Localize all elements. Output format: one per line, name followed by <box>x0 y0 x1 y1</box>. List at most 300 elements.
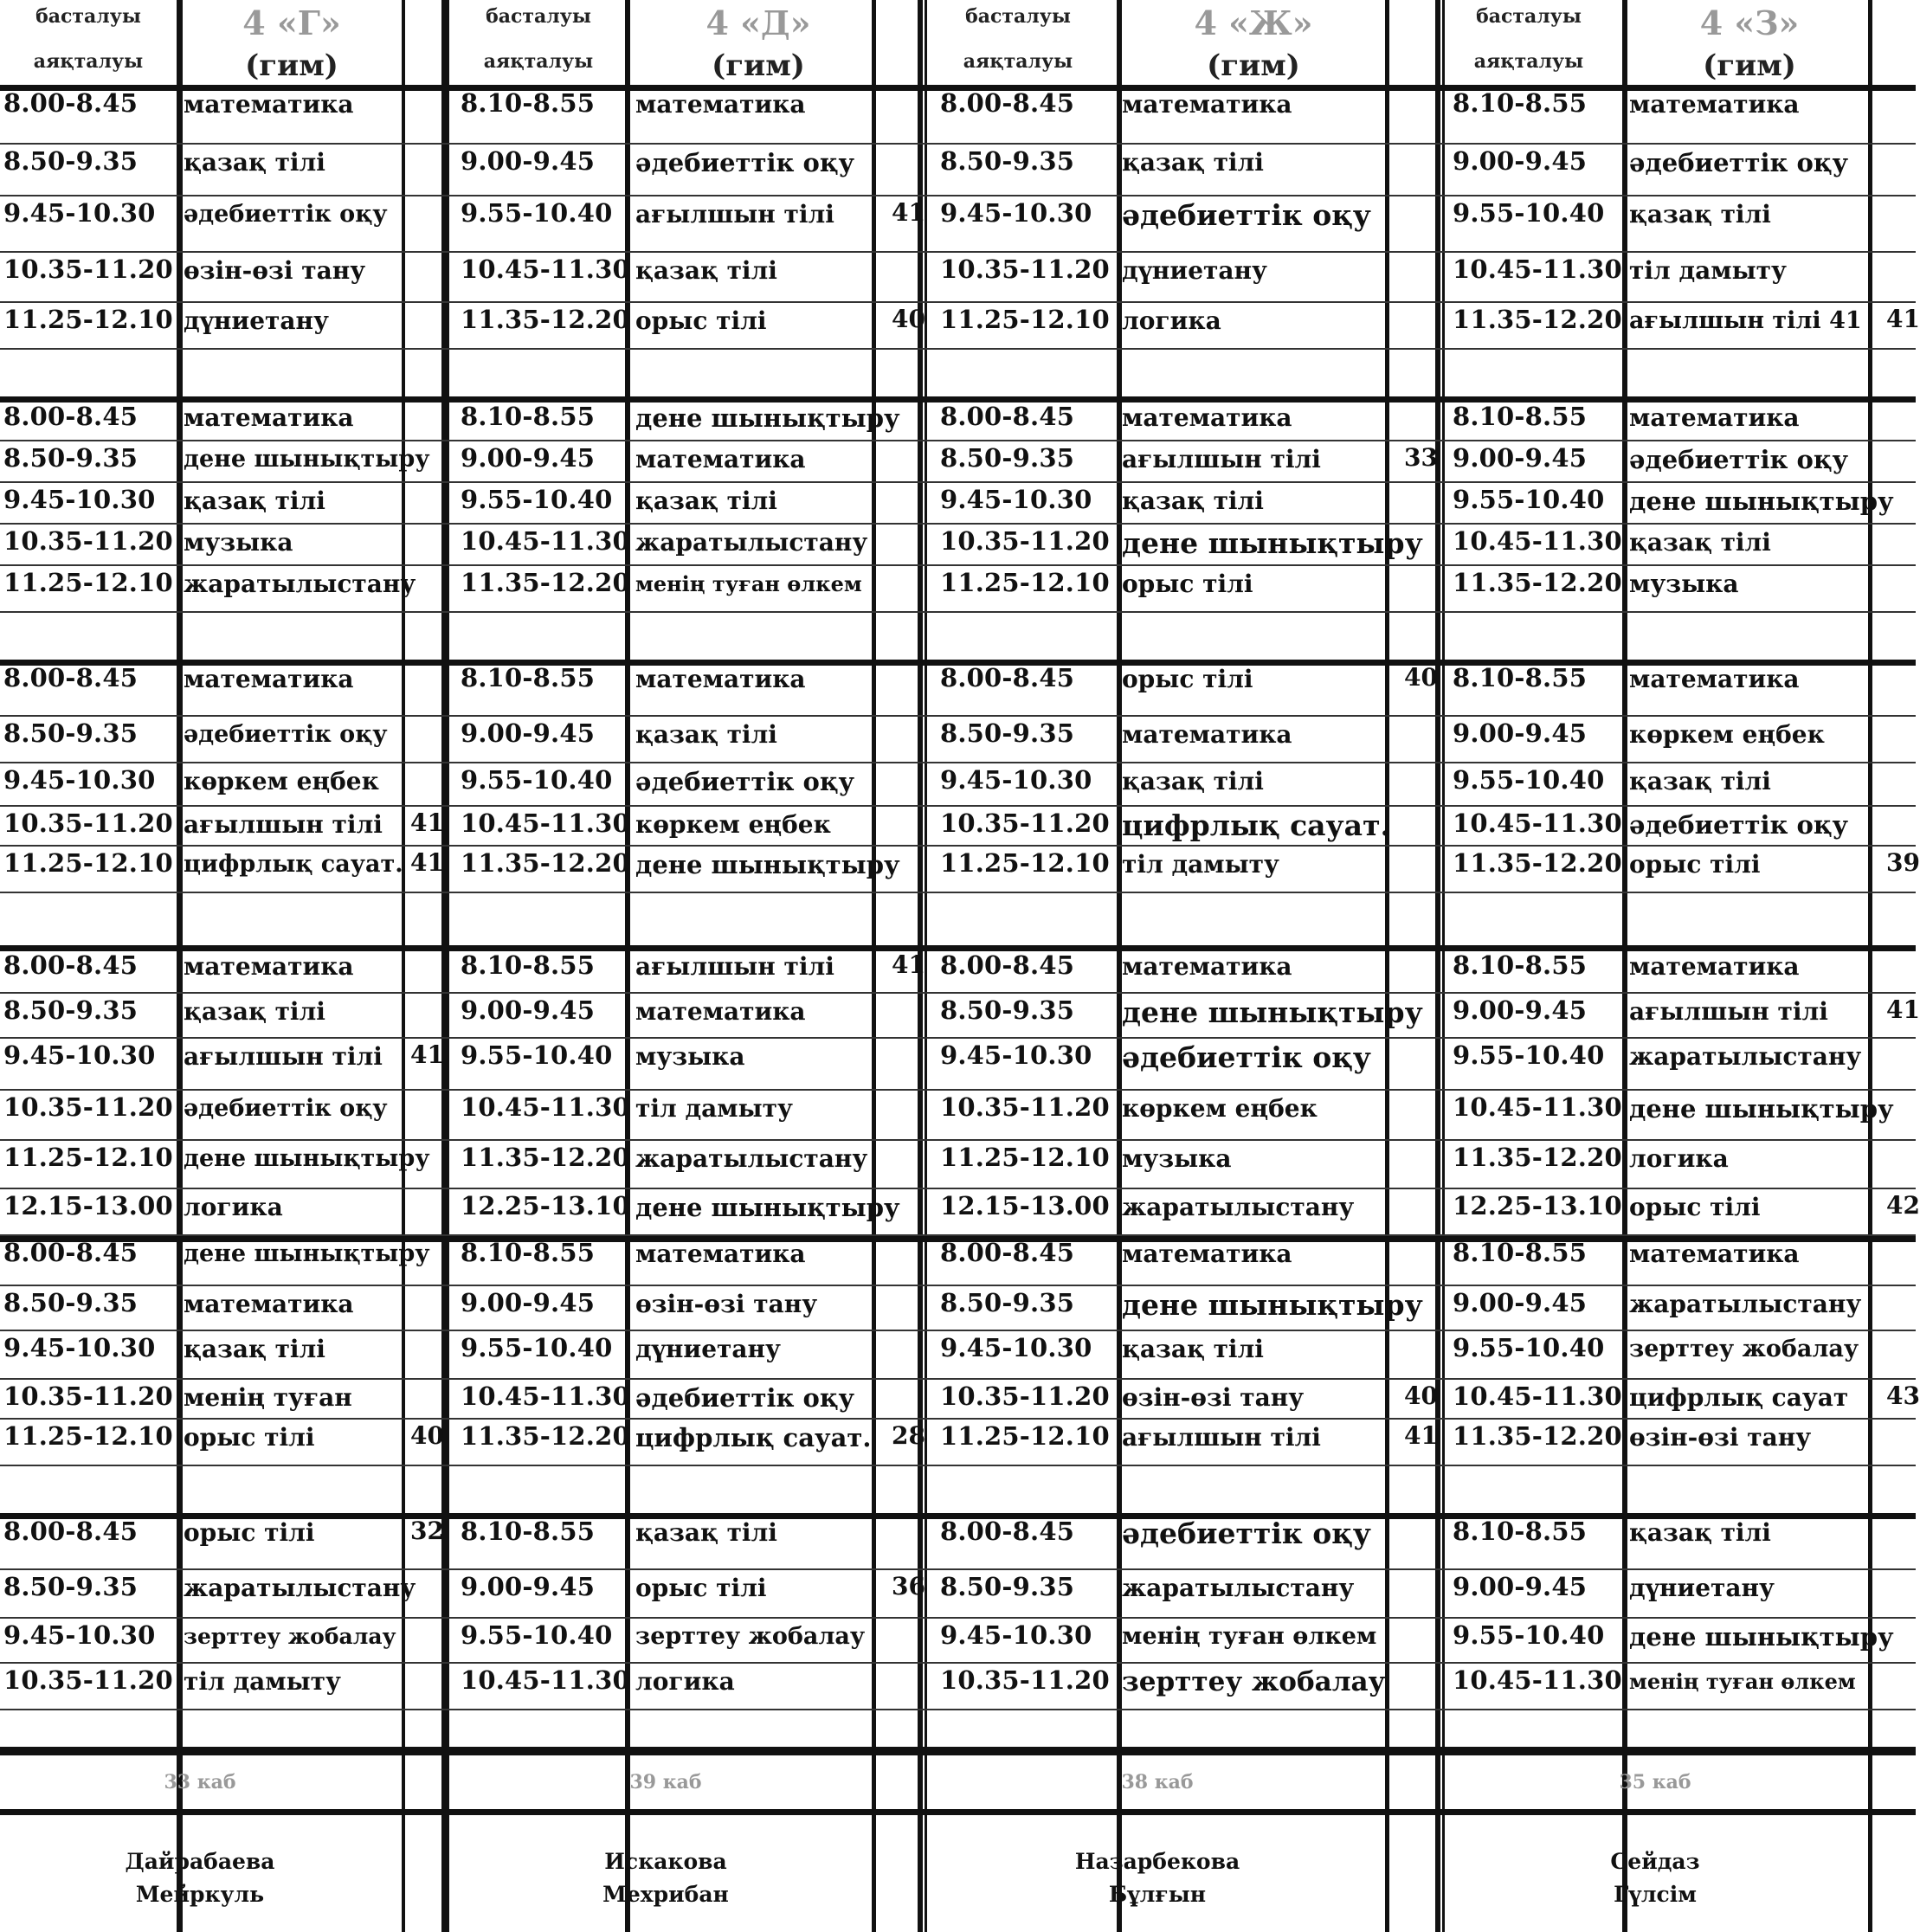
row-divider <box>0 715 1916 717</box>
lesson-subject: математика <box>1122 90 1292 119</box>
lesson-time: 9.55-10.40 <box>461 1333 613 1362</box>
lesson-time: 10.45-11.30 <box>461 526 630 556</box>
lesson-time: 11.35-12.20 <box>461 1143 630 1172</box>
row-divider <box>0 523 1916 525</box>
lesson-subject: музыка <box>1122 1144 1232 1173</box>
day-separator <box>0 1809 1916 1815</box>
class-gim-label: (гим) <box>1703 48 1796 83</box>
lesson-time: 10.35-11.20 <box>3 808 173 838</box>
lesson-time: 8.50-9.35 <box>3 443 139 473</box>
lesson-subject: дене шынықтыру <box>1122 1287 1423 1322</box>
lesson-subject: әдебиеттік оқу <box>1629 147 1849 177</box>
lesson-room: 41 <box>1886 995 1920 1024</box>
lesson-subject: әдебиеттік оқу <box>1122 1516 1371 1550</box>
lesson-time: 9.45-10.30 <box>940 765 1092 795</box>
lesson-time: 10.45-11.30 <box>1453 808 1622 838</box>
lesson-subject: орыс тілі <box>1122 665 1253 693</box>
class-gim-label: (гим) <box>1207 48 1300 83</box>
lesson-time: 9.45-10.30 <box>3 485 156 514</box>
lesson-subject: дене шынықтыру <box>184 1240 430 1267</box>
header-start-label: басталуы <box>965 5 1071 28</box>
header-end-label: аяқталуы <box>1473 50 1584 73</box>
lesson-time: 10.45-11.30 <box>1453 526 1622 556</box>
lesson-time: 9.45-10.30 <box>940 1040 1092 1070</box>
lesson-time: 8.10-8.55 <box>1453 950 1588 980</box>
lesson-subject: орыс тілі <box>635 306 767 335</box>
lesson-subject: зерттеу жобалау <box>1122 1665 1386 1697</box>
lesson-subject: ағылшын тілі <box>184 1042 383 1071</box>
lesson-time: 11.35-12.20 <box>461 1421 630 1451</box>
cabinet-label: 39 каб <box>629 1771 702 1794</box>
lesson-subject: өзін-өзі тану <box>184 256 366 285</box>
lesson-subject: дүниетану <box>635 1335 781 1363</box>
lesson-subject: қазақ тілі <box>184 148 325 177</box>
row-divider <box>0 1617 1916 1619</box>
column-divider <box>1435 0 1440 1932</box>
lesson-subject: цифрлық сауат. <box>635 1422 872 1452</box>
teacher-surname: Назарбекова <box>1074 1849 1240 1874</box>
lesson-subject: логика <box>1629 1144 1729 1173</box>
lesson-room: 42 <box>1886 1191 1920 1220</box>
lesson-room: 40 <box>410 1421 444 1450</box>
lesson-subject: дене шынықтыру <box>635 402 900 433</box>
row-divider <box>0 481 1916 483</box>
lesson-time: 8.10-8.55 <box>1453 663 1588 692</box>
lesson-time: 8.00-8.45 <box>3 1517 139 1546</box>
row-divider <box>0 1709 1916 1710</box>
lesson-subject: математика <box>1629 90 1800 119</box>
lesson-subject: әдебиеттік оқу <box>635 1382 855 1413</box>
lesson-room: 40 <box>1404 1381 1438 1410</box>
row-divider <box>0 1418 1916 1420</box>
lesson-subject: математика <box>635 665 806 693</box>
lesson-time: 10.35-11.20 <box>940 526 1110 556</box>
lesson-subject: дене шынықтыру <box>1122 525 1423 560</box>
lesson-subject: дене шынықтыру <box>1629 1621 1894 1652</box>
lesson-time: 8.50-9.35 <box>3 146 139 176</box>
lesson-subject: тіл дамыту <box>635 1094 793 1123</box>
teacher-given-name: Мейркуль <box>135 1881 265 1907</box>
row-divider <box>0 1188 1916 1189</box>
lesson-time: 8.00-8.45 <box>3 663 139 692</box>
lesson-room: 28 <box>892 1421 925 1450</box>
lesson-subject: математика <box>635 997 806 1026</box>
lesson-subject: қазақ тілі <box>1122 148 1264 177</box>
lesson-subject: әдебиеттік оқу <box>184 720 388 748</box>
lesson-time: 11.35-12.20 <box>1453 848 1622 878</box>
lesson-room: 43 <box>1886 1381 1920 1410</box>
lesson-time: 11.25-12.10 <box>3 305 173 334</box>
lesson-subject: көркем еңбек <box>635 810 831 839</box>
lesson-room: 32 <box>410 1517 444 1545</box>
header-start-label: басталуы <box>35 5 141 28</box>
lesson-subject: дене шынықтыру <box>1122 995 1423 1029</box>
lesson-time: 8.00-8.45 <box>940 1238 1075 1267</box>
lesson-time: 9.45-10.30 <box>940 1620 1092 1650</box>
lesson-time: 8.10-8.55 <box>461 1517 596 1546</box>
lesson-time: 8.00-8.45 <box>3 950 139 980</box>
lesson-time: 9.55-10.40 <box>1453 1040 1605 1070</box>
lesson-time: 8.10-8.55 <box>461 88 596 118</box>
lesson-subject: цифрлық сауат. <box>1122 808 1391 842</box>
row-divider <box>0 1465 1916 1466</box>
lesson-subject: дене шынықтыру <box>184 445 430 473</box>
lesson-subject: дене шынықтыру <box>1629 486 1894 516</box>
lesson-time: 10.45-11.30 <box>461 1381 630 1411</box>
lesson-subject: математика <box>1122 403 1292 432</box>
lesson-time: 8.50-9.35 <box>3 995 139 1025</box>
header-end-label: аяқталуы <box>33 50 144 73</box>
lesson-subject: зерттеу жобалау <box>1629 1335 1859 1362</box>
class-gim-label: (гим) <box>712 48 805 83</box>
lesson-time: 8.50-9.35 <box>940 443 1075 473</box>
lesson-subject: әдебиеттік оқу <box>184 200 388 228</box>
lesson-subject: қазақ тілі <box>1122 767 1264 795</box>
lesson-subject: жаратылыстану <box>1122 1574 1355 1602</box>
lesson-subject: жаратылыстану <box>635 1144 868 1173</box>
lesson-subject: қазақ тілі <box>635 486 777 515</box>
lesson-subject: математика <box>1629 1240 1800 1268</box>
lesson-subject: қазақ тілі <box>635 1518 777 1547</box>
lesson-subject: өзін-өзі тану <box>1122 1383 1305 1412</box>
lesson-time: 9.00-9.45 <box>461 146 596 176</box>
cabinet-label: 38 каб <box>1121 1771 1194 1794</box>
lesson-time: 9.45-10.30 <box>940 198 1092 228</box>
row-divider <box>0 348 1916 350</box>
lesson-subject: қазақ тілі <box>1122 486 1264 515</box>
lesson-subject: менің туған өлкем <box>1122 1622 1377 1650</box>
lesson-time: 11.25-12.10 <box>940 1143 1110 1172</box>
lesson-time: 11.35-12.20 <box>1453 1143 1622 1172</box>
lesson-time: 9.45-10.30 <box>3 1620 156 1650</box>
lesson-time: 8.50-9.35 <box>3 1288 139 1317</box>
lesson-time: 9.55-10.40 <box>461 198 613 228</box>
row-divider <box>0 845 1916 847</box>
row-divider <box>0 1037 1916 1039</box>
lesson-time: 9.45-10.30 <box>3 765 156 795</box>
lesson-time: 11.25-12.10 <box>3 1421 173 1451</box>
lesson-room: 41 <box>1404 1421 1438 1450</box>
column-divider <box>1385 0 1389 1932</box>
lesson-subject: жаратылыстану <box>1629 1290 1862 1318</box>
lesson-subject: өзін-өзі тану <box>1629 1423 1812 1452</box>
lesson-time: 8.10-8.55 <box>1453 402 1588 431</box>
lesson-subject: математика <box>635 90 806 119</box>
lesson-time: 10.45-11.30 <box>1453 1665 1622 1695</box>
lesson-subject: қазақ тілі <box>1629 1518 1771 1547</box>
lesson-subject: математика <box>1629 952 1800 981</box>
lesson-subject: орыс тілі <box>635 1574 767 1602</box>
lesson-time: 10.45-11.30 <box>461 1092 630 1122</box>
lesson-time: 10.45-11.30 <box>1453 254 1622 284</box>
row-divider <box>0 301 1916 303</box>
lesson-time: 8.50-9.35 <box>940 1288 1075 1317</box>
lesson-subject: дүниетану <box>184 306 329 335</box>
lesson-time: 9.45-10.30 <box>3 1333 156 1362</box>
lesson-subject: жаратылыстану <box>1122 1193 1355 1221</box>
lesson-subject: қазақ тілі <box>635 720 777 749</box>
lesson-time: 8.50-9.35 <box>3 1572 139 1601</box>
lesson-time: 11.25-12.10 <box>3 848 173 878</box>
lesson-subject: математика <box>184 1290 354 1318</box>
lesson-subject: математика <box>184 90 354 119</box>
teacher-name <box>450 1845 881 1910</box>
lesson-subject: әдебиеттік оқу <box>1122 1040 1371 1074</box>
lesson-subject: қазақ тілі <box>1629 767 1771 795</box>
lesson-subject: дене шынықтыру <box>635 1192 900 1222</box>
lesson-time: 10.35-11.20 <box>940 1092 1110 1122</box>
lesson-time: 8.50-9.35 <box>940 995 1075 1025</box>
lesson-subject: математика <box>184 403 354 432</box>
lesson-time: 8.00-8.45 <box>940 950 1075 980</box>
lesson-time: 9.55-10.40 <box>1453 485 1605 514</box>
column-divider <box>1442 0 1445 1932</box>
lesson-subject: ағылшын тілі <box>1629 997 1828 1026</box>
lesson-subject: математика <box>1122 720 1292 749</box>
teacher-surname: Сейдаз <box>1610 1849 1700 1874</box>
lesson-subject: орыс тілі <box>1629 850 1761 879</box>
lesson-room: 40 <box>892 305 925 333</box>
lesson-subject: тіл дамыту <box>184 1667 341 1696</box>
row-divider <box>0 1285 1916 1286</box>
lesson-subject: тіл дамыту <box>1122 850 1279 879</box>
lesson-time: 11.35-12.20 <box>461 305 630 334</box>
lesson-subject: қазақ тілі <box>184 1335 325 1363</box>
lesson-subject: дүниетану <box>1629 1574 1775 1602</box>
lesson-time: 8.10-8.55 <box>1453 88 1588 118</box>
column-divider <box>177 0 183 1932</box>
class-name: 4 «Г» <box>242 3 341 42</box>
lesson-time: 8.00-8.45 <box>940 88 1075 118</box>
lesson-subject: көркем еңбек <box>1629 720 1825 749</box>
lesson-subject: музыка <box>184 528 293 557</box>
cabinet-label: 33 каб <box>164 1771 236 1794</box>
row-divider <box>0 1378 1916 1380</box>
lesson-time: 10.45-11.30 <box>1453 1381 1622 1411</box>
lesson-time: 11.35-12.20 <box>1453 568 1622 597</box>
lesson-time: 9.00-9.45 <box>1453 146 1588 176</box>
cabinet-label: 35 каб <box>1619 1771 1691 1794</box>
lesson-time: 11.25-12.10 <box>940 305 1110 334</box>
header-start-label: басталуы <box>486 5 591 28</box>
lesson-room: 41 <box>410 1040 444 1069</box>
lesson-subject: әдебиеттік оқу <box>635 766 855 796</box>
header-start-label: басталуы <box>1476 5 1582 28</box>
lesson-time: 11.25-12.10 <box>3 1143 173 1172</box>
lesson-subject: қазақ тілі <box>184 997 325 1026</box>
lesson-time: 11.25-12.10 <box>940 568 1110 597</box>
lesson-time: 10.35-11.20 <box>940 254 1110 284</box>
row-divider <box>0 440 1916 441</box>
lesson-time: 8.10-8.55 <box>461 663 596 692</box>
lesson-time: 10.35-11.20 <box>940 1381 1110 1411</box>
lesson-subject: ағылшын тілі <box>635 952 834 981</box>
lesson-time: 9.00-9.45 <box>1453 443 1588 473</box>
lesson-subject: қазақ тілі <box>1122 1335 1264 1363</box>
lesson-subject: математика <box>1629 403 1800 432</box>
lesson-subject: менің туған өлкем <box>1629 1669 1856 1694</box>
teacher-name <box>0 1845 400 1910</box>
lesson-subject: жаратылыстану <box>184 570 416 598</box>
lesson-subject: орыс тілі <box>1629 1193 1761 1221</box>
lesson-room: 33 <box>1404 443 1438 472</box>
column-divider <box>1622 0 1627 1932</box>
teacher-name <box>1440 1845 1870 1910</box>
lesson-subject: қазақ тілі <box>635 256 777 285</box>
lesson-subject: логика <box>1122 306 1221 335</box>
lesson-subject: жаратылыстану <box>1629 1042 1862 1071</box>
lesson-subject: математика <box>635 1240 806 1268</box>
lesson-subject: ағылшын тілі <box>635 200 834 229</box>
column-divider <box>625 0 630 1932</box>
lesson-time: 9.55-10.40 <box>1453 1620 1605 1650</box>
row-divider <box>0 143 1916 145</box>
class-gim-label: (гим) <box>245 48 338 83</box>
lesson-subject: әдебиеттік оқу <box>184 1094 388 1122</box>
lesson-subject: орыс тілі <box>184 1518 315 1547</box>
lesson-subject: математика <box>184 952 354 981</box>
lesson-subject: жаратылыстану <box>635 528 868 557</box>
lesson-time: 8.10-8.55 <box>1453 1238 1588 1267</box>
lesson-subject: зерттеу жобалау <box>635 1622 866 1650</box>
lesson-time: 10.35-11.20 <box>3 1381 173 1411</box>
lesson-time: 8.00-8.45 <box>3 1238 139 1267</box>
lesson-room: 41 <box>892 950 925 979</box>
lesson-room: 36 <box>892 1572 925 1600</box>
lesson-time: 11.25-12.10 <box>3 568 173 597</box>
lesson-time: 9.00-9.45 <box>1453 995 1588 1025</box>
lesson-time: 10.45-11.30 <box>1453 1092 1622 1122</box>
lesson-subject: зерттеу жобалау <box>184 1623 396 1649</box>
row-divider <box>0 762 1916 763</box>
lesson-subject: орыс тілі <box>1122 570 1253 598</box>
lesson-time: 10.45-11.30 <box>461 1665 630 1695</box>
row-divider <box>0 1662 1916 1664</box>
lesson-subject: ағылшын тілі <box>1122 1423 1321 1452</box>
lesson-subject: логика <box>184 1193 283 1221</box>
teacher-given-name: Мехрибан <box>602 1881 729 1907</box>
column-divider <box>402 0 405 1932</box>
lesson-time: 10.45-11.30 <box>461 808 630 838</box>
lesson-time: 9.00-9.45 <box>461 443 596 473</box>
lesson-time: 8.00-8.45 <box>3 402 139 431</box>
lesson-time: 11.35-12.20 <box>461 848 630 878</box>
header-end-label: аяқталуы <box>483 50 594 73</box>
lesson-time: 9.00-9.45 <box>1453 1288 1588 1317</box>
teacher-given-name: Гүлсім <box>1614 1881 1697 1907</box>
lesson-room: 40 <box>1404 663 1438 692</box>
row-divider <box>0 251 1916 253</box>
lesson-time: 8.00-8.45 <box>3 88 139 118</box>
lesson-time: 9.45-10.30 <box>3 1040 156 1070</box>
lesson-subject: математика <box>1122 952 1292 981</box>
lesson-subject: дене шынықтыру <box>184 1144 430 1172</box>
lesson-subject: тіл дамыту <box>1629 256 1787 285</box>
lesson-subject: цифрлық сауат <box>1629 1383 1849 1412</box>
lesson-time: 9.55-10.40 <box>461 1040 613 1070</box>
lesson-time: 8.00-8.45 <box>940 1517 1075 1546</box>
lesson-time: 9.00-9.45 <box>461 1572 596 1601</box>
row-divider <box>0 992 1916 994</box>
lesson-time: 9.55-10.40 <box>461 765 613 795</box>
lesson-subject: ағылшын тілі <box>1122 445 1321 473</box>
lesson-time: 9.55-10.40 <box>1453 198 1605 228</box>
lesson-subject: қазақ тілі <box>1629 200 1771 229</box>
lesson-time: 9.45-10.30 <box>940 485 1092 514</box>
lesson-time: 8.00-8.45 <box>940 402 1075 431</box>
lesson-time: 10.35-11.20 <box>940 808 1110 838</box>
lesson-subject: дүниетану <box>1122 256 1267 285</box>
lesson-subject: орыс тілі <box>184 1423 315 1452</box>
lesson-room: 39 <box>1886 848 1920 877</box>
row-divider <box>0 805 1916 807</box>
lesson-time: 8.10-8.55 <box>461 1238 596 1267</box>
lesson-subject: математика <box>184 665 354 693</box>
row-divider <box>0 611 1916 613</box>
lesson-time: 9.00-9.45 <box>1453 718 1588 748</box>
header-end-label: аяқталуы <box>963 50 1073 73</box>
lesson-time: 12.15-13.00 <box>3 1191 173 1220</box>
lesson-time: 8.50-9.35 <box>940 146 1075 176</box>
lesson-subject: әдебиеттік оқу <box>1629 444 1849 474</box>
lesson-time: 9.45-10.30 <box>3 198 156 228</box>
lesson-time: 12.25-13.10 <box>461 1191 630 1220</box>
lesson-subject: менің туған өлкем <box>635 571 862 596</box>
lesson-time: 9.45-10.30 <box>940 1333 1092 1362</box>
lesson-time: 8.50-9.35 <box>940 1572 1075 1601</box>
lesson-time: 10.35-11.20 <box>3 254 173 284</box>
lesson-subject: әдебиеттік оқу <box>1629 809 1849 840</box>
teacher-given-name: Бұлғын <box>1108 1881 1207 1907</box>
lesson-time: 8.50-9.35 <box>940 718 1075 748</box>
lesson-time: 11.25-12.10 <box>940 1421 1110 1451</box>
teacher-name <box>930 1845 1385 1910</box>
lesson-time: 9.55-10.40 <box>1453 1333 1605 1362</box>
lesson-time: 10.35-11.20 <box>3 1665 173 1695</box>
lesson-time: 12.25-13.10 <box>1453 1191 1622 1220</box>
lesson-room: 41 <box>1886 305 1920 333</box>
lesson-time: 8.10-8.55 <box>1453 1517 1588 1546</box>
lesson-room: 41 <box>892 198 925 227</box>
lesson-subject: жаратылыстану <box>184 1574 416 1602</box>
lesson-subject: көркем еңбек <box>184 767 379 795</box>
column-divider <box>447 0 449 1932</box>
lesson-time: 10.45-11.30 <box>461 254 630 284</box>
lesson-time: 11.35-12.20 <box>461 568 630 597</box>
lesson-subject: дене шынықтыру <box>635 849 900 879</box>
lesson-time: 10.35-11.20 <box>3 1092 173 1122</box>
lesson-subject: көркем еңбек <box>1122 1094 1318 1123</box>
lesson-subject: логика <box>635 1667 735 1696</box>
class-name: 4 «Ж» <box>1194 3 1313 42</box>
row-divider <box>0 195 1916 196</box>
lesson-time: 9.00-9.45 <box>461 1288 596 1317</box>
lesson-time: 9.00-9.45 <box>1453 1572 1588 1601</box>
lesson-room: 41 <box>410 848 444 877</box>
row-divider <box>0 1568 1916 1570</box>
lesson-room: 41 <box>410 808 444 837</box>
teacher-surname: Искакова <box>604 1849 727 1874</box>
lesson-subject: математика <box>1122 1240 1292 1268</box>
teacher-surname: Дайрабаева <box>125 1849 275 1874</box>
lesson-subject: математика <box>1629 665 1800 693</box>
lesson-time: 9.00-9.45 <box>461 995 596 1025</box>
lesson-time: 9.55-10.40 <box>461 1620 613 1650</box>
class-name: 4 «З» <box>1699 3 1800 42</box>
lesson-time: 8.10-8.55 <box>461 950 596 980</box>
row-divider <box>0 564 1916 566</box>
day-separator <box>0 1747 1916 1755</box>
